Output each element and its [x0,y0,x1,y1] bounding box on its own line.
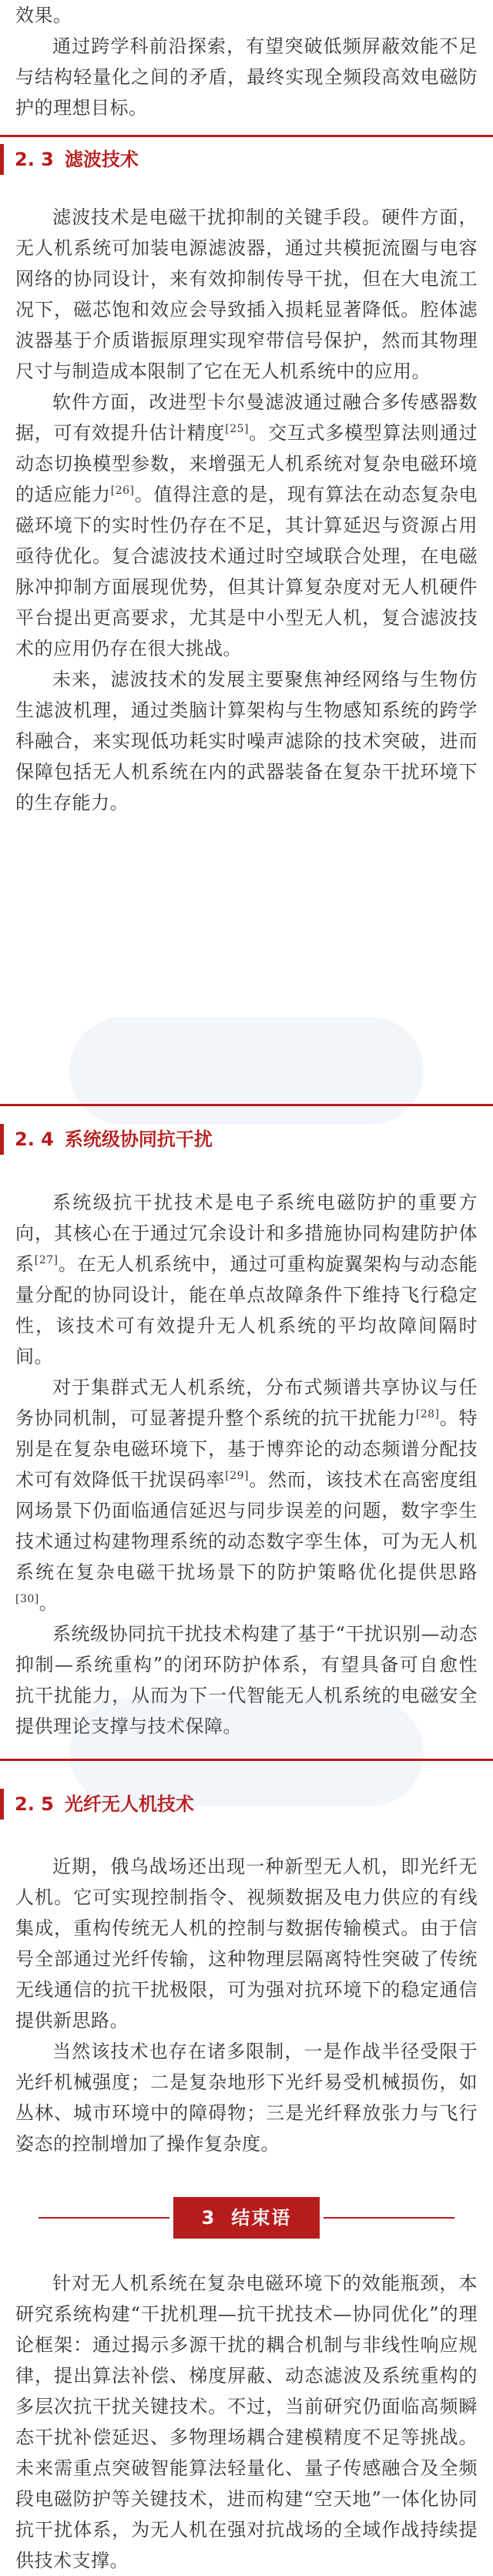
paragraph-closed-loop: 系统级协同抗干扰技术构建了基于“干扰识别—动态抑制—系统重构”的闭环防护体系，有望具备可自愈性抗干扰能力，从而为下一代智能无人机系统的电磁安全提供理论支撑与技术保障。 [15,1623,478,1737]
chapter-title: 结束语 [231,2207,292,2229]
paragraph-fiber-intro: 近期，俄乌战场还出现一种新型无人机，即光纤无人机。它可实现控制指令、视频数据及电力供应的有线集成，重构传统无人机的控制与数据传输模式。由于信号全部通过光纤传输，这种物理层隔离特性突破了传统无线通信的抗干扰极限，可为强对抗环境下的稳定通信提供新思路。 [15,1856,478,2031]
section-title: 系统级协同抗干扰 [64,1129,213,1150]
section-number: 2. 3 [15,149,54,170]
citation-ref: [29] [225,1470,249,1482]
citation-ref: [25] [225,423,249,435]
section-title: 光纤无人机技术 [64,1793,194,1815]
section-heading-2-4 [0,1124,493,1155]
section-2-5-body [0,1851,493,2159]
chapter-number: 3 [201,2207,216,2229]
section-number: 2. 5 [15,1793,54,1815]
citation-ref: [28] [415,1408,440,1420]
chapter-line-right [324,2217,454,2219]
chapter-title-box [173,2197,320,2239]
paragraph-filter-future: 未来，滤波技术的发展主要聚焦神经网络与生物仿生滤波机理，通过类脑计算架构与生物感知系统的跨学科融合，来实现低功耗实时噪声滤除的技术突破，进而保障包括无人机系统在内的武器装备在复杂干扰环境下的生存能力。 [15,669,478,813]
citation-ref: [26] [110,485,135,497]
paragraph-filter-software: 软件方面，改进型卡尔曼滤波通过融合多传感器数据，可有效提升估计精度[25]。交互式多模型算法则通过动态切换模型参数，来增强无人机系统对复杂电磁环境的适应能力[26]。值得注意的是，现有算法在动态复杂电磁环境下的实时性仍存在不足，其计算延迟与资源占用亟待优化。复合滤波技术通过时空域联合处理，在电磁脉冲抑制方面展现优势，但其计算复杂度对无人机硬件平台提出更高要求，尤其是中小型无人机，复合滤波技术的应用仍存在很大挑战。 [15,391,478,659]
paragraph-conclusion: 针对无人机系统在复杂电磁环境下的效能瓶颈，本研究系统构建“干扰机理—抗干扰技术—协同优化”的理论框架：通过揭示多源干扰的耦合机制与非线性响应规律，提出算法补偿、梯度屏蔽、动态滤波及系统重构的多层次抗干扰关键技术。不过，当前研究仍面临高频瞬态干扰补偿延迟、多物理场耦合建模精度不足等挑战。未来需重点突破智能算法轻量化、量子传感融合及全频段电磁防护等关键技术，进而构建“空天地”一体化协同抗干扰体系，为无人机在强对抗战场的全域作战持续提供技术支撑。 [15,2272,478,2571]
paragraph-system-core: 系统级抗干扰技术是电子系统电磁防护的重要方向，其核心在于通过冗余设计和多措施协同构建防护体系[27]。在无人机系统中，通过可重构旋翼架构与动态能量分配的协同设计，能在单点故障条件下维持飞行稳定性，该技术可有效提升无人机系统的平均故障间隔时间。 [15,1192,478,1367]
section-divider [0,1759,493,1761]
section-number: 2. 4 [15,1129,54,1150]
paragraph-swarm: 对于集群式无人机系统，分布式频谱共享协议与任务协同机制，可显著提升整个系统的抗干扰能力[28]。特别是在复杂电磁环境下，基于博弈论的动态频谱分配技术可有效降低干扰误码率[29]。然而，该技术在高密度组网场景下仍面临通信延迟与同步误差的问题，数字孪生技术通过构建物理系统的动态数字孪生体，可为无人机系统在复杂电磁干扰场景下的防护策略优化提供思路[30]。 [15,1377,478,1614]
section-divider [0,1104,493,1106]
section-divider [0,135,493,137]
paragraph-filter-hardware: 滤波技术是电磁干扰抑制的关键手段。硬件方面，无人机系统可加装电源滤波器，通过共模扼流圈与电容网络的协同设计，来有效抑制传导干扰，但在大电流工况下，磁芯饱和效应会导致插入损耗显著降低。腔体滤波器基于介质谐振原理实现窄带信号保护，然而其物理尺寸与制造成本限制了它在无人机系统中的应用。 [15,206,478,382]
citation-ref: [27] [34,1254,59,1266]
paragraph-fiber-limits: 当然该技术也存在诸多限制，一是作战半径受限于光纤机械强度；二是复杂地形下光纤易受机械损伤，如丛林、城市环境中的障碍物；三是光纤释放张力与飞行姿态的控制增加了操作复杂度。 [15,2041,478,2155]
intro-paragraph: 通过跨学科前沿探索，有望突破低频屏蔽效能不足与结构轻量化之间的矛盾，最终实现全频段高效电磁防护的理想目标。 [15,35,478,119]
section-heading-2-5 [0,1789,493,1820]
chapter-3-body [0,2268,493,2576]
background-watermark [69,1017,424,1125]
section-title: 滤波技术 [64,149,139,170]
chapter-heading-3 [0,2197,493,2239]
section-2-3-body [0,202,493,818]
section-2-4-body [0,1187,493,1742]
chapter-line-left [39,2217,169,2219]
section-heading-2-3 [0,144,493,175]
intro-tail-text: 效果。 [15,5,72,26]
intro-section [0,0,493,123]
citation-ref: [30] [15,1593,39,1605]
